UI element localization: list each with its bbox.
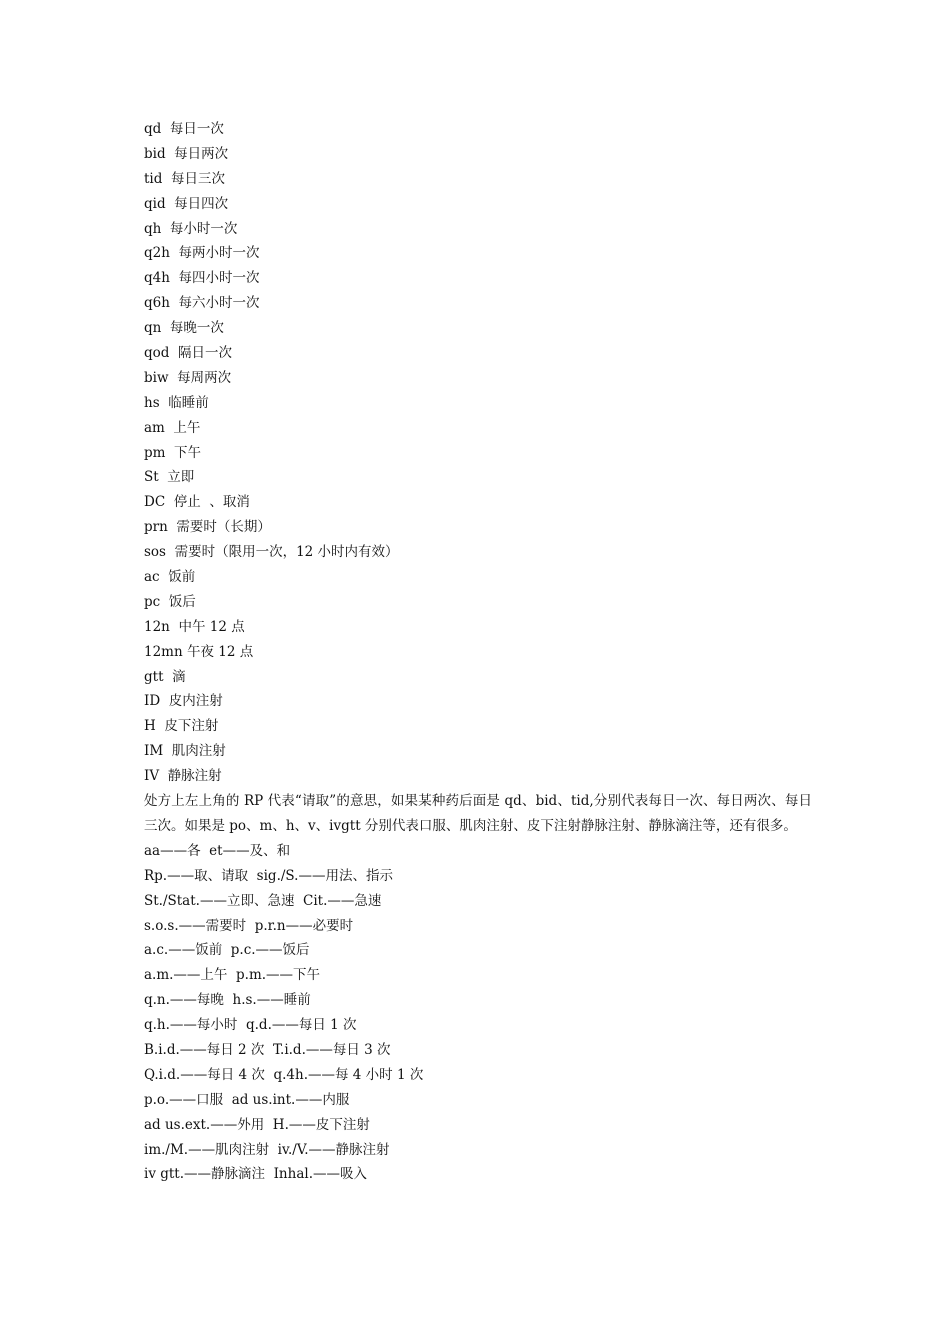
abbreviation-line: qn 每晚一次 bbox=[144, 320, 224, 337]
abbreviation-line: 12n 中午 12 点 bbox=[144, 618, 245, 635]
abbreviation-line: H 皮下注射 bbox=[144, 718, 219, 735]
abbreviation-line: sos 需要时（限用一次，12 小时内有效） bbox=[144, 544, 399, 561]
abbreviation-pair-line: aa——各 et——及、和 bbox=[144, 842, 291, 859]
abbreviation-pair-line: p.o.——口服 ad us.int.——内服 bbox=[144, 1091, 350, 1108]
abbreviation-line: q2h 每两小时一次 bbox=[144, 245, 260, 262]
abbreviation-line: q4h 每四小时一次 bbox=[144, 270, 260, 287]
abbreviation-pair-line: q.n.——每晚 h.s.——睡前 bbox=[144, 992, 311, 1009]
abbreviation-pair-line: St./Stat.——立即、急速 Cit.——急速 bbox=[144, 892, 382, 909]
abbreviation-line: pm 下午 bbox=[144, 444, 202, 461]
document-body bbox=[144, 117, 812, 1187]
abbreviation-line: St 立即 bbox=[144, 469, 195, 486]
abbreviation-pair-line: s.o.s.——需要时 p.r.n——必要时 bbox=[144, 917, 354, 934]
abbreviation-pair-line: q.h.——每小时 q.d.——每日 1 次 bbox=[144, 1017, 357, 1034]
explanation-paragraph: 处方上左上角的 RP 代表“请取”的意思，如果某种药后面是 qd、bid、tid,分别代表每日一次、每日两次、每日三次。如果是 po、m、h、v、ivgtt 分别代表口服、肌肉注射、皮下注射静脉注射、静脉滴注等，还有很多。 bbox=[144, 793, 812, 834]
abbreviation-line: qd 每日一次 bbox=[144, 121, 224, 137]
abbreviation-line: biw 每周两次 bbox=[144, 369, 232, 386]
abbreviation-line: prn 需要时（长期） bbox=[144, 519, 271, 536]
abbreviation-line: IV 静脉注射 bbox=[144, 768, 222, 785]
abbreviation-line: tid 每日三次 bbox=[144, 170, 225, 187]
abbreviation-line: pc 饭后 bbox=[144, 593, 196, 610]
abbreviation-line: q6h 每六小时一次 bbox=[144, 295, 260, 312]
abbreviation-pair-line: a.m.——上午 p.m.——下午 bbox=[144, 967, 321, 984]
abbreviation-line: qid 每日四次 bbox=[144, 195, 229, 212]
abbreviation-list bbox=[144, 117, 812, 789]
abbreviation-line: 12mn 午夜 12 点 bbox=[144, 643, 254, 660]
abbreviation-pair-line: a.c.——饭前 p.c.——饭后 bbox=[144, 942, 310, 959]
abbreviation-line: gtt 滴 bbox=[144, 668, 186, 685]
abbreviation-line: ID 皮内注射 bbox=[144, 693, 223, 710]
abbreviation-line: ac 饭前 bbox=[144, 569, 196, 586]
abbreviation-pair-line: Rp.——取、请取 sig./S.——用法、指示 bbox=[144, 867, 393, 884]
abbreviation-line: qh 每小时一次 bbox=[144, 220, 238, 237]
abbreviation-line: DC 停止 、取消 bbox=[144, 494, 250, 511]
abbreviation-line: bid 每日两次 bbox=[144, 145, 229, 162]
abbreviation-pair-line: ad us.ext.——外用 H.——皮下注射 bbox=[144, 1116, 370, 1133]
abbreviation-pair-line: Q.i.d.——每日 4 次 q.4h.——每 4 小时 1 次 bbox=[144, 1066, 424, 1083]
abbreviation-line: qod 隔日一次 bbox=[144, 345, 232, 362]
abbreviation-line: hs 临睡前 bbox=[144, 394, 209, 411]
abbreviation-pair-line: iv gtt.——静脉滴注 Inhal.——吸入 bbox=[144, 1166, 367, 1183]
abbreviation-line: am 上午 bbox=[144, 419, 201, 436]
latin-abbreviation-list bbox=[144, 839, 812, 1187]
abbreviation-pair-line: B.i.d.——每日 2 次 T.i.d.——每日 3 次 bbox=[144, 1041, 391, 1058]
abbreviation-pair-line: im./M.——肌肉注射 iv./V.——静脉注射 bbox=[144, 1141, 390, 1158]
abbreviation-line: IM 肌肉注射 bbox=[144, 743, 226, 760]
